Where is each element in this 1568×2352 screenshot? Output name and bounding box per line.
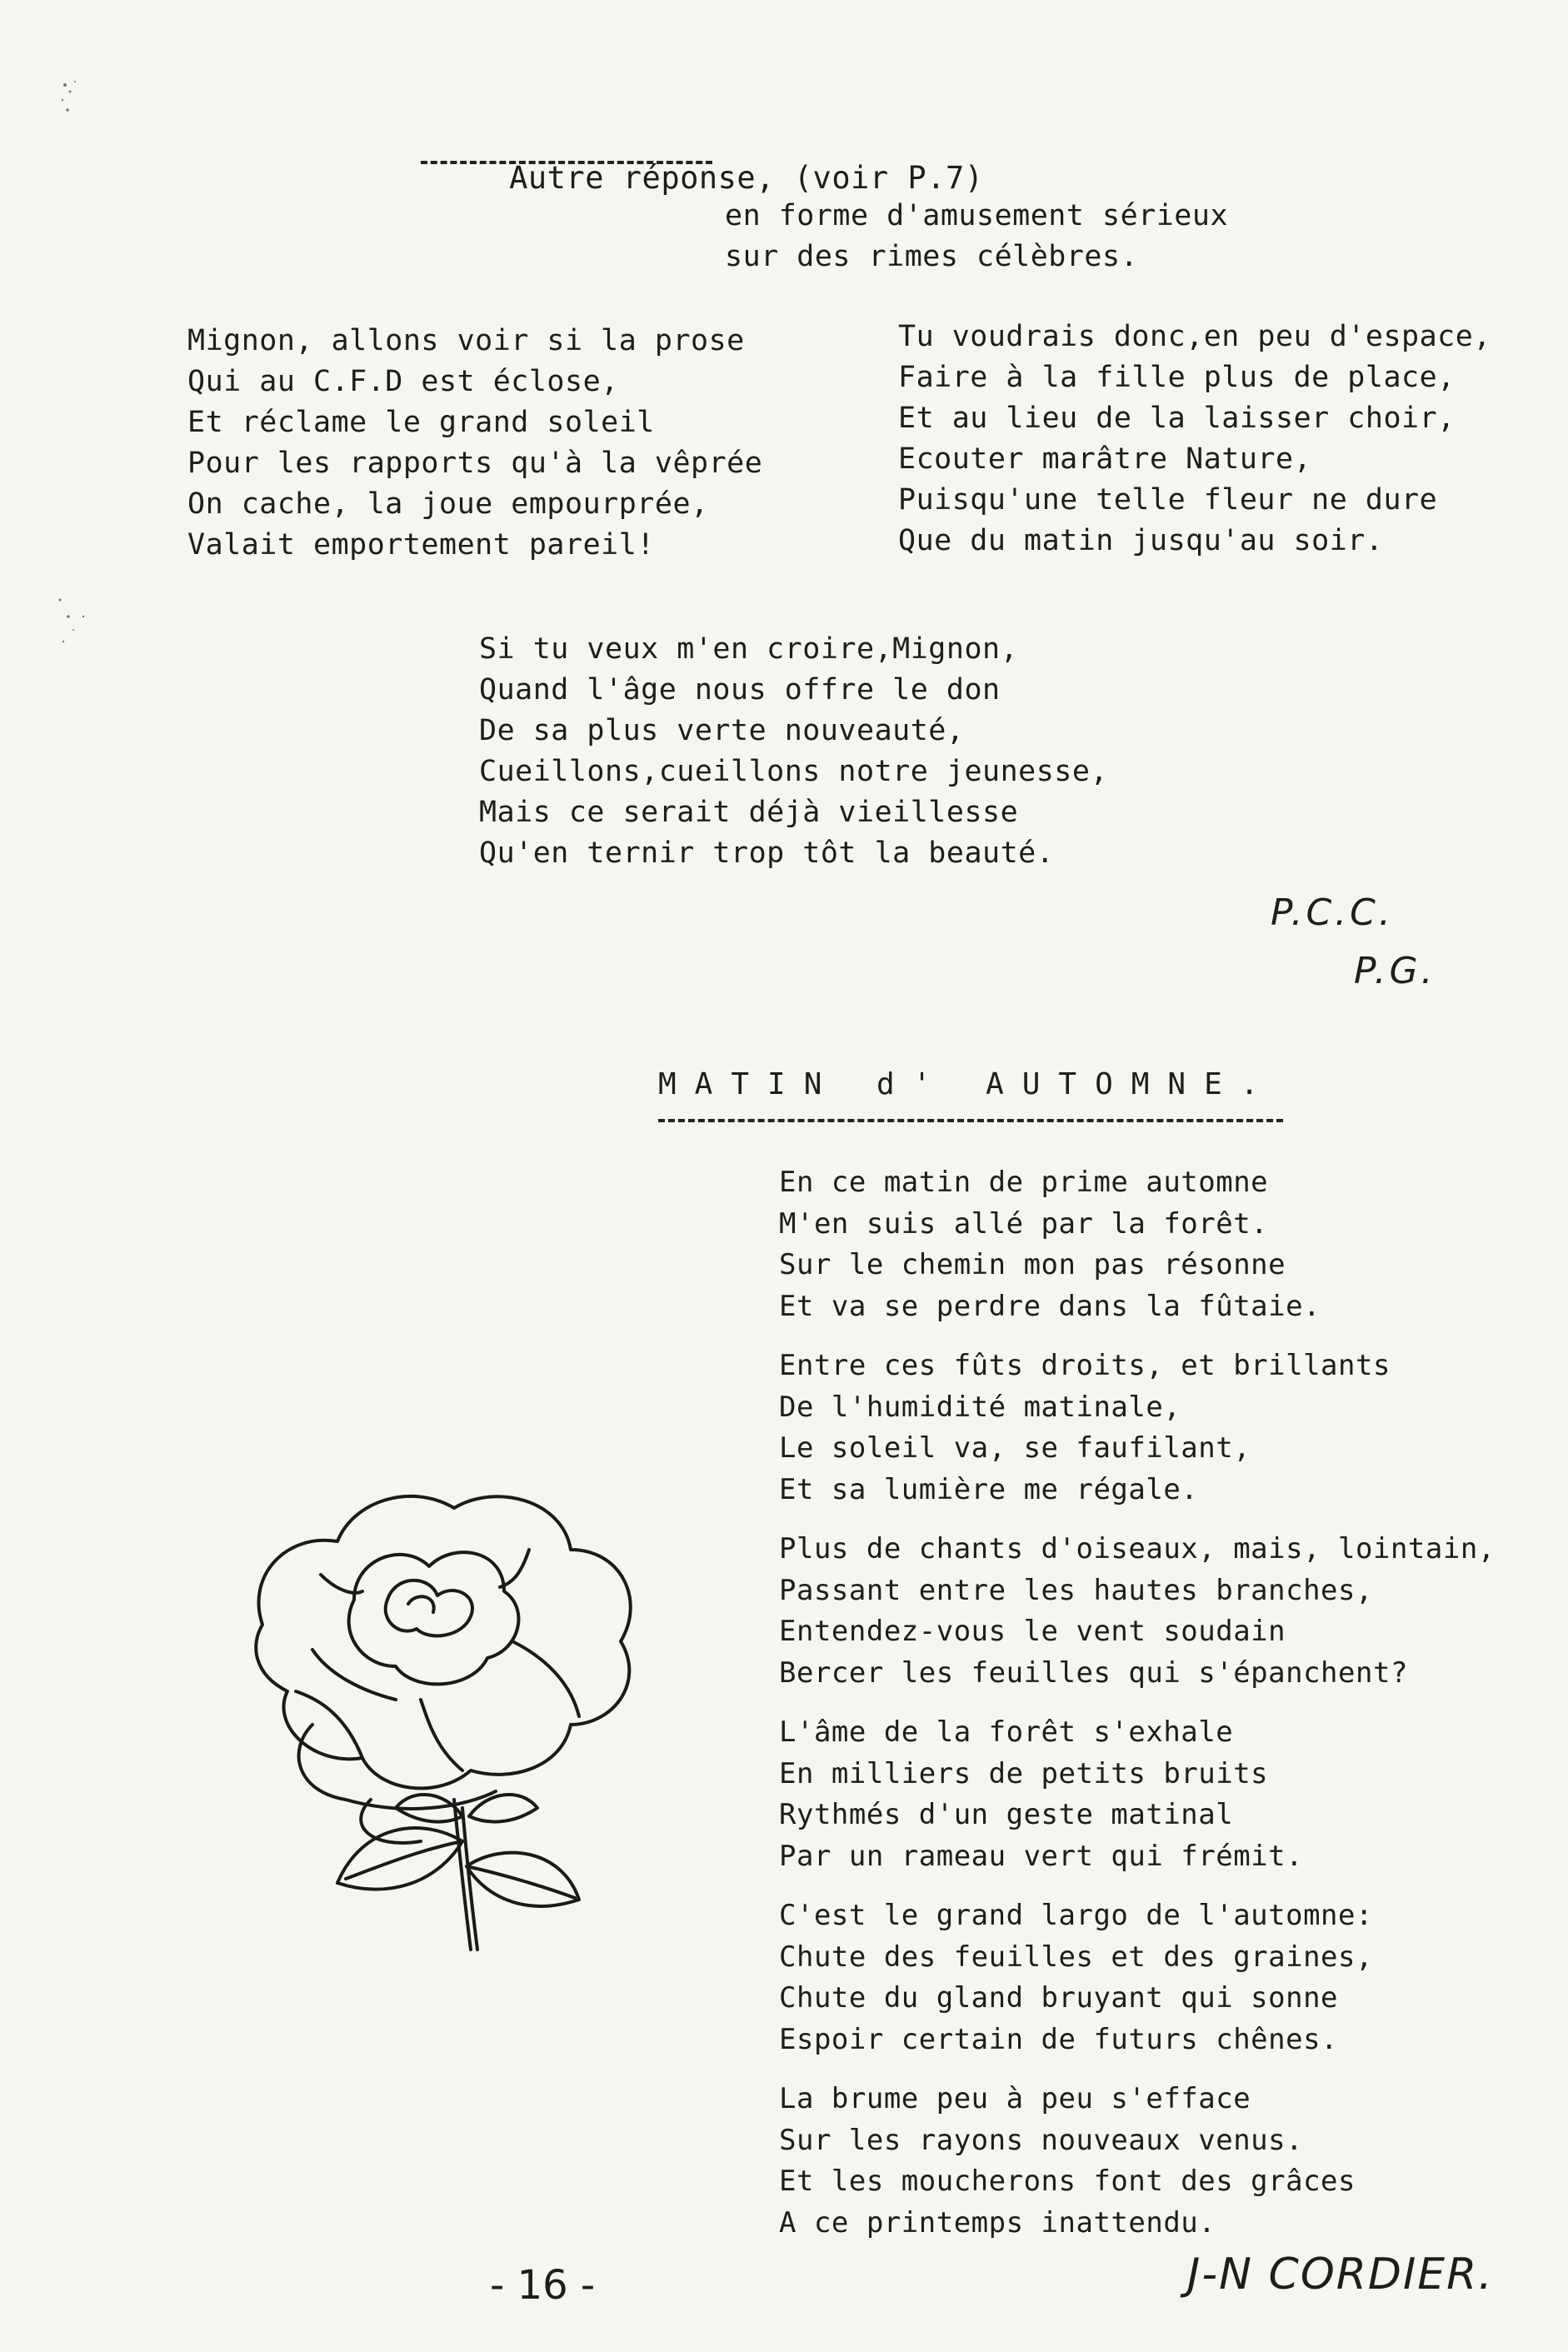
verse-line: M'en suis allé par la forêt. — [779, 1206, 1269, 1241]
author-signature: J-N CORDIER. — [1187, 2250, 1494, 2300]
rose-icon — [212, 1450, 679, 1966]
verse-line: Faire à la fille plus de place, — [898, 361, 1456, 394]
verse-line: La brume peu à peu s'efface — [779, 2082, 1251, 2115]
verse-line: De l'humidité matinale, — [779, 1390, 1181, 1424]
verse-line: Le soleil va, se faufilant, — [779, 1431, 1251, 1465]
verse-line: L'âme de la forêt s'exhale — [779, 1715, 1234, 1749]
poem2-stanza — [779, 1895, 1496, 2060]
heading-ref: (voir P.7) — [793, 160, 984, 196]
intro-lines — [725, 196, 1228, 277]
verse-line: Par un rameau vert qui frémit. — [779, 1839, 1304, 1873]
heading-underline — [421, 161, 712, 164]
poem2-stanza — [779, 2079, 1496, 2244]
verse-line: De sa plus verte nouveauté, — [479, 714, 965, 747]
verse-line: Valait emportement pareil! — [187, 528, 655, 562]
paper-specks — [58, 67, 142, 667]
poem1-right-stanza — [898, 317, 1491, 562]
poem1-middle-stanza — [479, 629, 1108, 874]
intro-line: sur des rimes célèbres. — [725, 240, 1139, 273]
poem2-stanza — [779, 1162, 1496, 1327]
verse-line: Passant entre les hautes branches, — [779, 1573, 1373, 1607]
verse-line: Entre ces fûts droits, et brillants — [779, 1349, 1391, 1382]
poem2-body — [779, 1162, 1496, 2262]
poem2-title-underline — [658, 1119, 1283, 1122]
verse-line: Entendez-vous le vent soudain — [779, 1615, 1286, 1648]
poem2-title: MATIN d' AUTOMNE. — [658, 1067, 1277, 1101]
verse-line: Que du matin jusqu'au soir. — [898, 524, 1384, 557]
verse-line: A ce printemps inattendu. — [779, 2205, 1216, 2240]
signature-pcc: P.C.C. — [1271, 891, 1394, 934]
verse-line: Mignon, allons voir si la prose — [187, 324, 745, 357]
verse-line: Ecouter marâtre Nature, — [898, 442, 1312, 476]
page-number: - 16 - — [490, 2262, 596, 2309]
verse-line: Sur les rayons nouveaux venus. — [779, 2123, 1304, 2157]
verse-line: Rythmés d'un geste matinal — [779, 1798, 1234, 1831]
poem1-left-stanza — [187, 321, 762, 566]
verse-line: Plus de chants d'oiseaux, mais, lointain, — [779, 1532, 1496, 1566]
verse-line: Espoir certain de futurs chênes. — [779, 2022, 1339, 2056]
verse-line: Qui au C.F.D est éclose, — [187, 365, 619, 398]
verse-line: Mais ce serait déjà vieillesse — [479, 796, 1019, 829]
signature-pg: P.G. — [1354, 950, 1436, 992]
verse-line: Et réclame le grand soleil — [187, 406, 655, 439]
verse-line: Pour les rapports qu'à la vêprée — [187, 447, 763, 480]
verse-line: Quand l'âge nous offre le don — [479, 673, 1001, 707]
heading-title: Autre réponse, — [509, 160, 775, 196]
verse-line: Chute des feuilles et des graines, — [779, 1940, 1373, 1974]
verse-line: Bercer les feuilles qui s'épanchent? — [779, 1655, 1408, 1690]
verse-line: C'est le grand largo de l'automne: — [779, 1899, 1373, 1932]
verse-line: Et les moucherons font des grâces — [779, 2165, 1356, 2198]
verse-line: En milliers de petits bruits — [779, 1756, 1269, 1790]
verse-line: Chute du gland bruyant qui sonne — [779, 1981, 1339, 2015]
poem2-stanza — [779, 1529, 1496, 1694]
verse-line: En ce matin de prime automne — [779, 1166, 1269, 1199]
verse-line: Sur le chemin mon pas résonne — [779, 1248, 1286, 1281]
intro-line: en forme d'amusement sérieux — [725, 199, 1229, 232]
verse-line: Et sa lumière me régale. — [779, 1472, 1199, 1506]
verse-line: On cache, la joue empourprée, — [187, 487, 709, 521]
verse-line: Qu'en ternir trop tôt la beauté. — [479, 836, 1055, 870]
poem2-stanza — [779, 1346, 1496, 1511]
verse-line: Si tu veux m'en croire,Mignon, — [479, 632, 1019, 666]
poem2-stanza — [779, 1712, 1496, 1877]
verse-line: Et va se perdre dans la fûtaie. — [779, 1289, 1321, 1323]
verse-line: Cueillons,cueillons notre jeunesse, — [479, 755, 1109, 788]
verse-line: Tu voudrais donc,en peu d'espace, — [898, 320, 1491, 353]
verse-line: Et au lieu de la laisser choir, — [898, 402, 1456, 435]
verse-line: Puisqu'une telle fleur ne dure — [898, 483, 1438, 517]
